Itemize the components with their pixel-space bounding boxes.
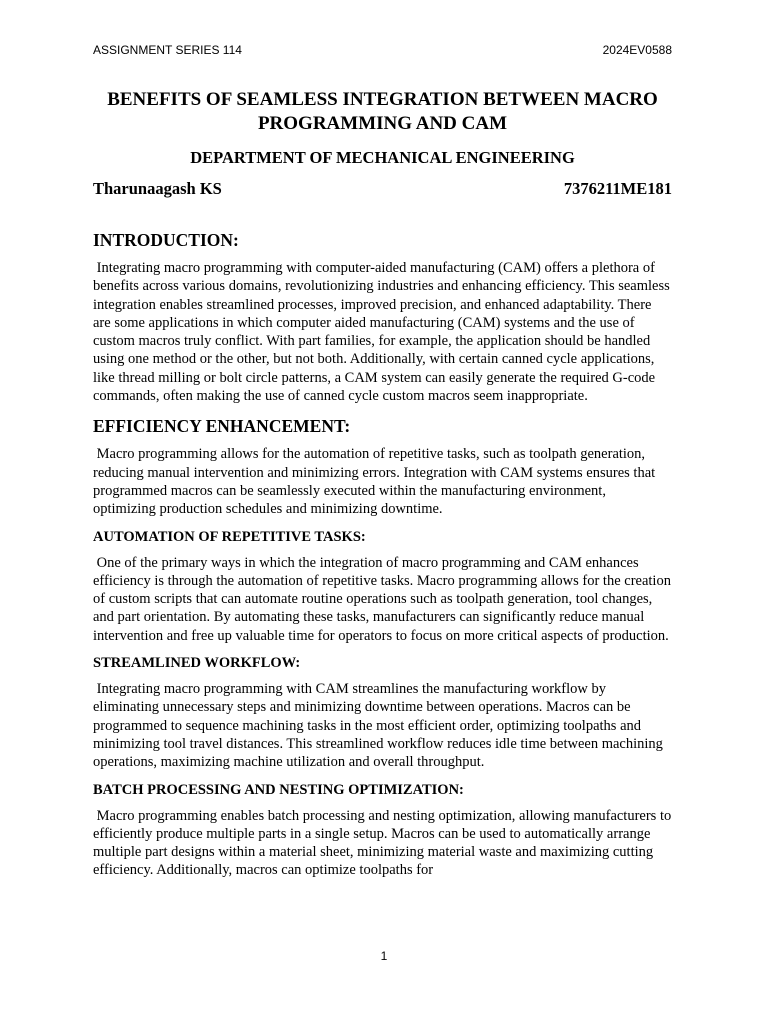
introduction-paragraph: Integrating macro programming with computer-aided manufacturing (CAM) offers a plethora of benefits across various domains, revolutionizing industries and enhancing efficiency. This seamless integration enables streamlined processes, improved precision, and enhanced adaptability. There are some applications in which computer aided manufacturing (CAM) systems and the use of custom macros truly conflict. With part families, for example, the application should be handled using one method or the other, but not both. Additionally, with certain canned cycle applications, like thread milling or bolt circle patterns, a CAM system can easily generate the required G-code commands, often making the use of canned cycle custom macros seem inappropriate. <box>93 260 674 405</box>
department-name: DEPARTMENT OF MECHANICAL ENGINEERING <box>190 148 575 167</box>
document-body <box>93 88 675 880</box>
batch-processing-heading: BATCH PROCESSING AND NESTING OPTIMIZATION: <box>93 781 464 798</box>
author-roll-number: 7376211ME181 <box>563 179 672 198</box>
page-number: 1 <box>380 949 388 963</box>
author-row <box>93 179 672 199</box>
header-document-id: 2024EV0588 <box>602 43 672 57</box>
workflow-paragraph: Integrating macro programming with CAM streamlines the manufacturing workflow by eliminating unnecessary steps and minimizing downtime between operations. Macros can be programmed to sequence machining tasks in the most efficient order, optimizing toolpaths and minimizing tool travel distances. This streamlined workflow reduces idle time between machining operations, maximizing machine utilization and overall throughput. <box>93 681 667 771</box>
document-title: BENEFITS OF SEAMLESS INTEGRATION BETWEEN MACRO PROGRAMMING AND CAM <box>107 89 658 134</box>
header-series-label: ASSIGNMENT SERIES 114 <box>93 43 242 57</box>
automation-paragraph: One of the primary ways in which the integration of macro programming and CAM enhances efficiency is through the automation of repetitive tasks. Macro programming allows for the creation of custom scripts that can automate routine operations such as toolpath generation, tool changes, and part orientation. By automating these tasks, manufacturers can significantly reduce manual intervention and free up valuable time for operators to focus on more critical aspects of production. <box>93 554 675 644</box>
efficiency-heading: EFFICIENCY ENHANCEMENT: <box>93 416 351 437</box>
running-header <box>93 43 672 57</box>
introduction-heading: INTRODUCTION: <box>93 230 239 250</box>
batch-processing-paragraph: Macro programming enables batch processing and nesting optimization, allowing manufacturers to efficiently produce multiple parts in a single setup. Macros can be used to automatically arrange multiple part designs within a material sheet, minimizing material waste and maximizing cutting efficiency. Additionally, macros can optimize toolpaths for <box>93 807 675 879</box>
automation-heading: AUTOMATION OF REPETITIVE TASKS: <box>93 528 366 545</box>
efficiency-paragraph: Macro programming allows for the automation of repetitive tasks, such as toolpath generation, reducing manual intervention and minimizing errors. Integration with CAM systems ensures that programmed macros can be seamlessly executed within the manufacturing environment, optimizing production schedules and minimizing downtime. <box>93 446 659 518</box>
author-name: Tharunaagash KS <box>93 179 222 198</box>
workflow-heading: STREAMLINED WORKFLOW: <box>93 655 301 672</box>
